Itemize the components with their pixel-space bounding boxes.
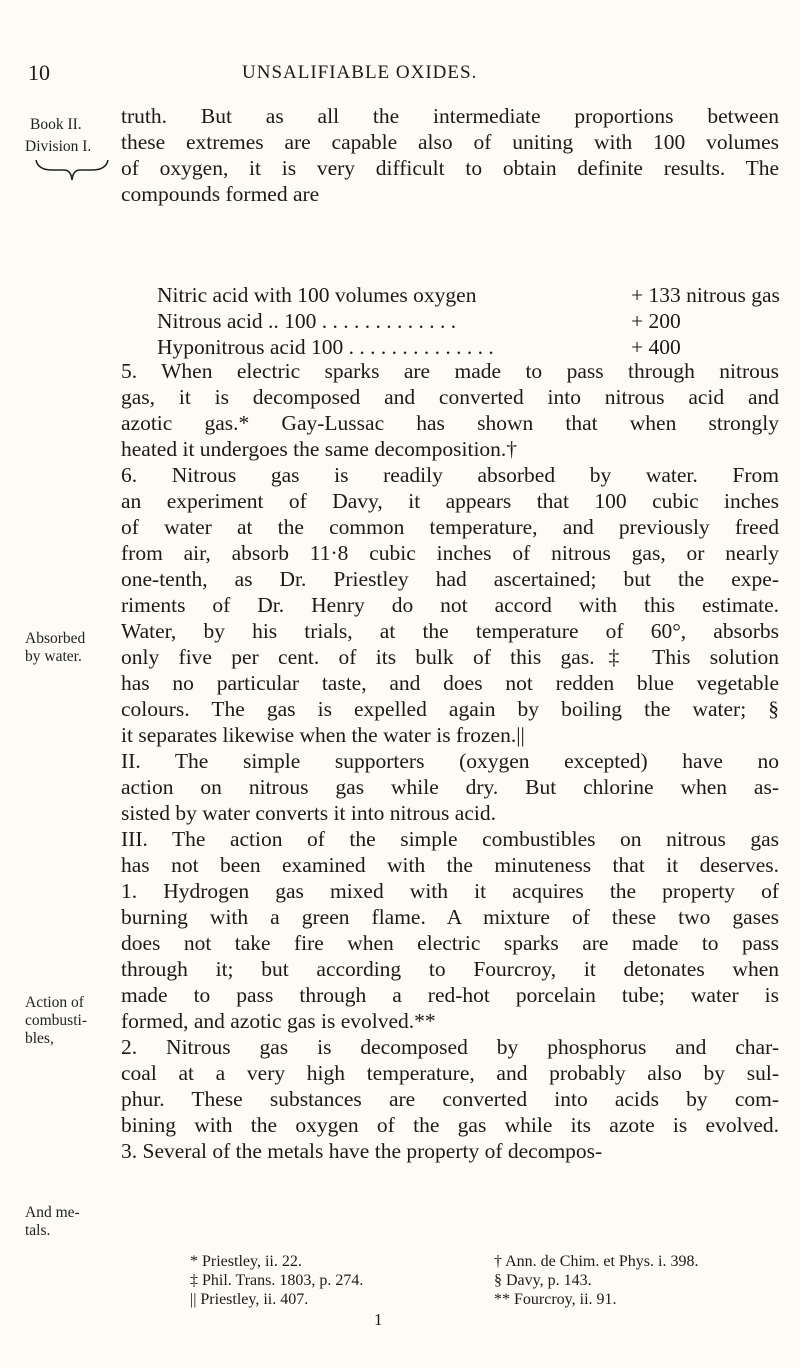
text-line: bining with the oxygen of the gas while its azote is evolved.: [121, 1113, 779, 1137]
compound-name: Hyponitrous acid 100 . . . . . . . . . . . . . .: [157, 335, 494, 359]
text-line: 2. Nitrous gas is decomposed by phosphorus and char-: [121, 1035, 779, 1059]
margin-note-division: Division I.: [25, 138, 92, 155]
text-line: colours. The gas is expelled again by boiling the water; §: [121, 697, 779, 721]
margin-note-metals: [25, 1204, 113, 1240]
text-line: 5. When electric sparks are made to pass through nitrous: [121, 359, 779, 383]
compound-value: + 200: [631, 309, 681, 333]
text-line: azotic gas.* Gay-Lussac has shown that when strongly: [121, 411, 779, 435]
text-line: has no particular taste, and does not redden blue vegetable: [121, 671, 779, 695]
text-line: does not take fire when electric sparks are made to pass: [121, 931, 779, 955]
text-line: sisted by water converts it into nitrous acid.: [121, 801, 496, 825]
margin-note-line: tals.: [25, 1222, 51, 1239]
margin-note-action: [25, 994, 113, 1048]
footnote: * Priestley, ii. 22.: [190, 1253, 302, 1270]
compound-value: + 133 nitrous gas: [631, 283, 780, 307]
text-line: phur. These substances are converted into acids by com-: [121, 1087, 779, 1111]
footnote: || Priestley, ii. 407.: [190, 1291, 309, 1308]
margin-note-line: And me-: [25, 1204, 80, 1221]
text-line: formed, and azotic gas is evolved.**: [121, 1009, 436, 1033]
table-row: [157, 308, 777, 334]
text-line: riments of Dr. Henry do not accord with this estimate.: [121, 593, 779, 617]
text-line: has not been examined with the minuteness that it deserves.: [121, 853, 779, 877]
compound-name: Nitric acid with 100 volumes oxygen: [157, 283, 477, 307]
margin-note-line: Action of: [25, 994, 84, 1011]
text-line: an experiment of Davy, it appears that 100 cubic inches: [121, 489, 779, 513]
compounds-table: [157, 282, 780, 360]
page-number: 10: [28, 60, 50, 85]
footnote: ** Fourcroy, ii. 91.: [494, 1291, 617, 1308]
table-row: [157, 334, 777, 360]
text-line: heated it undergoes the same decomposition.†: [121, 437, 518, 461]
footnote-row: [190, 1290, 770, 1309]
footnote: § Davy, p. 143.: [494, 1272, 592, 1289]
text-line: Water, by his trials, at the temperature of 60°, absorbs: [121, 619, 779, 643]
text-line: III. The action of the simple combustibles on nitrous gas: [121, 827, 779, 851]
margin-note-line: bles,: [25, 1030, 54, 1047]
text-line: of water at the common temperature, and previously freed: [121, 515, 779, 539]
intro-paragraph: [121, 103, 779, 207]
text-line: II. The simple supporters (oxygen excepted) have no: [121, 749, 779, 773]
brace-ornament: [34, 156, 110, 182]
text-line: only five per cent. of its bulk of this gas.‡ This solution: [121, 645, 779, 669]
footnotes: [190, 1252, 770, 1309]
text-line: made to pass through a red-hot porcelain tube; water is: [121, 983, 779, 1007]
text-line: 6. Nitrous gas is readily absorbed by water. From: [121, 463, 779, 487]
main-text: [121, 358, 779, 1164]
text-line: action on nitrous gas while dry. But chlorine when as-: [121, 775, 779, 799]
signature-mark: 1: [374, 1310, 383, 1329]
text-line: compounds formed are: [121, 182, 320, 206]
text-line: of oxygen, it is very difficult to obtain definite results. The: [121, 156, 779, 180]
page-header: [0, 60, 800, 90]
text-line: from air, absorb 11·8 cubic inches of nitrous gas, or nearly: [121, 541, 779, 565]
footnote-row: [190, 1271, 770, 1290]
text-line: these extremes are capable also of uniting with 100 volumes: [121, 130, 779, 154]
margin-note-line: combusti-: [25, 1012, 87, 1029]
footnote: ‡ Phil. Trans. 1803, p. 274.: [190, 1272, 364, 1289]
margin-note-absorbed: [25, 630, 113, 666]
text-line: one-tenth, as Dr. Priestley had ascertained; but the expe-: [121, 567, 779, 591]
compound-value: + 400: [631, 335, 681, 359]
text-line: it separates likewise when the water is frozen.||: [121, 723, 525, 747]
text-line: 1. Hydrogen gas mixed with it acquires the property of: [121, 879, 779, 903]
compound-name: Nitrous acid .. 100 . . . . . . . . . . . . .: [157, 309, 457, 333]
margin-note-line: Absorbed: [25, 630, 86, 647]
text-line: truth. But as all the intermediate proportions between: [121, 104, 779, 128]
text-line: gas, it is decomposed and converted into nitrous acid and: [121, 385, 779, 409]
margin-note-book: Book II.: [30, 116, 82, 133]
text-line: through it; but according to Fourcroy, it detonates when: [121, 957, 779, 981]
margin-note-line: by water.: [25, 648, 82, 665]
footnote: † Ann. de Chim. et Phys. i. 398.: [494, 1253, 699, 1270]
text-line: burning with a green flame. A mixture of these two gases: [121, 905, 779, 929]
footnote-row: [190, 1252, 770, 1271]
text-line: coal at a very high temperature, and probably also by sul-: [121, 1061, 779, 1085]
table-row: [157, 282, 780, 308]
text-line: 3. Several of the metals have the property of decompos-: [121, 1139, 603, 1163]
running-head: UNSALIFIABLE OXIDES.: [242, 62, 478, 83]
